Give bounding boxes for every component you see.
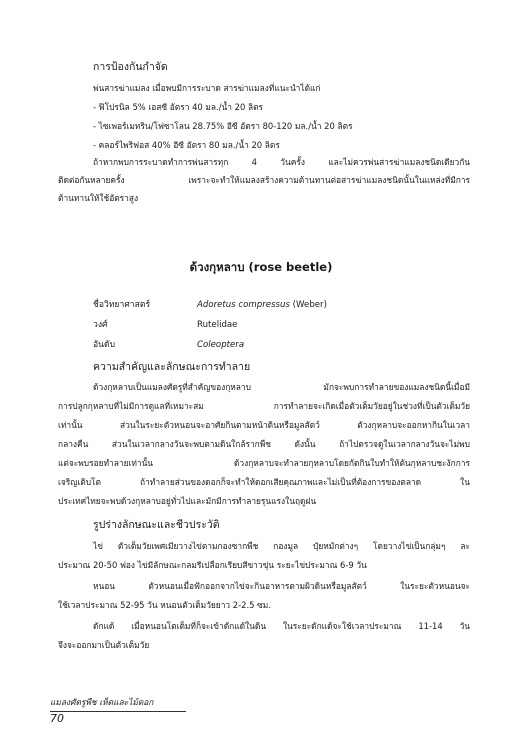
- importance-line-5: แต่จะพบรอยทำลายเท่านั้น ด้วงกุหลาบจะทำลายกุหลาบโดยกัดกินใบทำให้ต้นกุหลาบชะงักการ: [58, 458, 470, 468]
- control-heading: การป้องกันกำจัด: [93, 61, 168, 73]
- taxonomy-label: วงศ์: [93, 320, 108, 330]
- pupa-line-2: จึงจะออกมาเป็นตัวเต็มวัย: [58, 640, 150, 650]
- larva-line-1: หนอน ตัวหนอนเมื่อฟักออกจากไข่จะกินอาหารตามผิวดินหรือมูลสัตว์ ในระยะตัวหนอนจะ: [93, 581, 470, 591]
- importance-line-6: เจริญเติบโต ถ้าทำลายส่วนของดอกก็จะทำให้ดอกเสียคุณภาพและไม่เป็นที่ต้องการของตลาด ใน: [58, 477, 470, 487]
- importance-line-4: กลางคืน ส่วนในเวลากลางวันจะพบตามดินใกล้รากพืช ดังนั้น ถ้าไปตรวจดูในเวลากลางวันจะไม่พบ: [58, 439, 470, 449]
- taxonomy-label: อันดับ: [93, 340, 116, 350]
- footer-book-title: แมลงศัตรูพืช เห็ดและไม้ดอก: [50, 697, 154, 707]
- importance-line-3: เท่านั้น ส่วนในระยะตัวหนอนจะอาศัยกินตามหน้าดินหรือมูลสัตว์ ตัวงกุหลาบจะออกหากินในเวลา: [58, 420, 470, 430]
- egg-line-1: ไข่ ตัวเต็มวัยเพศเมียวางไข่ตามกองซากพืช กองมูล ปุ๋ยหมักต่างๆ โดยวางไข่เป็นกลุ่มๆ ละ: [93, 541, 470, 551]
- control-intro: พ่นสารฆ่าแมลง เมื่อพบมีการระบาด สารฆ่าแมลงที่แนะนำได้แก่: [93, 83, 321, 93]
- footer-divider: [50, 711, 186, 712]
- taxonomy-label: ชื่อวิทยาศาสตร์: [93, 300, 151, 310]
- control-item-3: - คลอร์ไพริฟอส 40% อีซี อัตรา 80 มล./น้ำ 20 ลิตร: [93, 140, 280, 150]
- page-title: ด้วงกุหลาบ (rose beetle): [189, 260, 333, 274]
- control-item-1: - ฟิโปรนิล 5% เอสซี อัตรา 40 มล./น้ำ 20 ลิตร: [93, 102, 264, 112]
- egg-line-2: ประมาณ 20-50 ฟอง ไข่มีลักษณะกลมรีเปลือกเรียบสีขาวขุ่น ระยะไข่ประมาณ 6-9 วัน: [58, 560, 367, 570]
- taxonomy-row-family: [93, 319, 237, 332]
- importance-heading: ความสำคัญและลักษณะการทำลาย: [93, 361, 251, 373]
- pupa-line-1: ดักแด้ เมื่อหนอนโตเต็มที่ก็จะเข้าดักแด้ในดิน ในระยะดักแด้จะใช้เวลาประมาณ 11-14 วัน: [93, 621, 470, 631]
- importance-line-2: การปลูกกุหลาบที่ไม่มีการดูแลที่เหมาะสม การทำลายจะเกิดเมื่อตัวเต็มวัยอยู่ในช่วงที่เป็นตัวเต็มวัย: [58, 401, 470, 411]
- larva-line-2: ใช้เวลาประมาณ 52-95 วัน หนอนตัวเต็มวัยยาว 2-2.5 ซม.: [58, 600, 271, 610]
- importance-line-1: ด้วงกุหลาบเป็นแมลงศัตรูที่สำคัญของกุหลาบ มักจะพบการทำลายของแมลงชนิดนี้เมื่อมี: [93, 382, 470, 392]
- scientific-author: (Weber): [289, 300, 327, 310]
- morphology-heading: รูปร่างลักษณะและชีวประวัติ: [93, 519, 220, 531]
- control-para-line-2: ติดต่อกันหลายครั้ง เพราะจะทำให้แมลงสร้างความต้านทานต่อสารฆ่าแมลงชนิดนั้นในแหล่งที่มีการ: [58, 175, 470, 185]
- taxonomy-row-scientific: [93, 299, 327, 312]
- taxonomy-row-order: [93, 339, 244, 352]
- scientific-name: Adoretus compressus: [197, 300, 290, 310]
- order-name: Coleoptera: [197, 340, 245, 350]
- page-number: 70: [50, 712, 64, 725]
- control-para-line-1: ถ้าหากพบการระบาดทำการพ่นสารทุก 4 วันครั้ง และไม่ควรพ่นสารฆ่าแมลงชนิดเดียวกัน: [93, 157, 470, 167]
- importance-line-7: ประเทศไทยจะพบด้วงกุหลาบอยู่ทั่วไปและมักมีการทำลายรุนแรงในฤดูฝน: [58, 496, 317, 506]
- control-item-2: - ไซเพอร์เมทริน/โฟซาโลน 28.75% อีซี อัตรา 80-120 มล./น้ำ 20 ลิตร: [93, 121, 353, 131]
- family-name: Rutelidae: [197, 320, 238, 330]
- control-para-line-3: ต้านทานให้ใช้อัตราสูง: [58, 193, 139, 203]
